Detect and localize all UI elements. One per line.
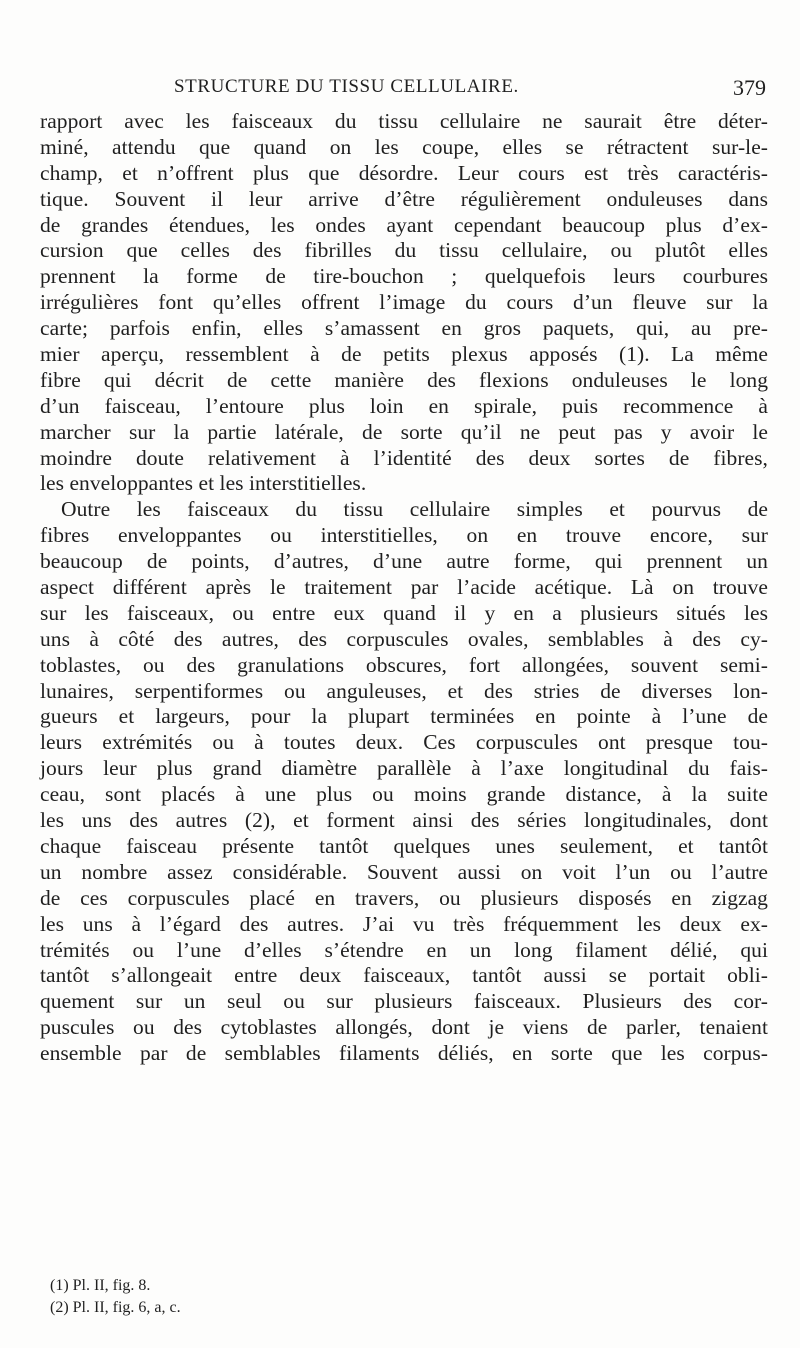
text-line: ceau, sont placés à une plus ou moins grande distance, à la suite — [40, 782, 768, 807]
text-line: leurs extrémités ou à toutes deux. Ces corpuscules ont presque tou- — [40, 730, 768, 755]
paragraph-2 — [40, 497, 768, 1067]
text-line: les enveloppantes et les interstitielles. — [40, 471, 367, 496]
text-line: Outre les faisceaux du tissu cellulaire simples et pourvus de — [61, 497, 768, 522]
text-line: fibre qui décrit de cette manière des flexions onduleuses le long — [40, 367, 768, 392]
text-line: mier aperçu, ressemblent à de petits plexus apposés (1). La même — [40, 342, 768, 367]
text-line: toblastes, ou des granulations obscures, fort allongées, souvent semi- — [40, 652, 768, 677]
text-line: aspect différent après le traitement par l’acide acétique. Là on trouve — [40, 575, 768, 600]
text-line: irrégulières font qu’elles offrent l’image du cours d’un fleuve sur la — [40, 290, 768, 315]
text-line: de grandes étendues, les ondes ayant cependant beaucoup plus d’ex- — [40, 212, 768, 237]
text-line: les uns à l’égard des autres. J’ai vu très fréquemment les deux ex- — [40, 911, 768, 936]
body-text — [40, 109, 768, 1067]
text-line: champ, et n’offrent plus que désordre. Leur cours est très caractéris- — [40, 160, 768, 185]
text-line: fibres enveloppantes ou interstitielles, on en trouve encore, sur — [40, 523, 768, 548]
text-line: tique. Souvent il leur arrive d’être régulièrement onduleuses dans — [40, 186, 768, 211]
text-line: trémités ou l’une d’elles s’étendre en un long filament délié, qui — [40, 937, 768, 962]
footnotes — [50, 1275, 350, 1319]
text-line: sur les faisceaux, ou entre eux quand il y en a plusieurs situés les — [40, 600, 768, 625]
text-line: tantôt s’allongeait entre deux faisceaux, tantôt aussi se portait obli- — [40, 963, 768, 988]
text-line: cursion que celles des fibrilles du tissu cellulaire, ou plutôt elles — [40, 238, 768, 263]
text-line: d’un faisceau, l’entoure plus loin en spirale, puis recommence à — [40, 393, 768, 418]
running-title: STRUCTURE DU TISSU CELLULAIRE. — [174, 76, 519, 97]
text-line: carte; parfois enfin, elles s’amassent en gros paquets, qui, au pre- — [40, 316, 768, 341]
text-line: puscules ou des cytoblastes allongés, dont je viens de parler, tenaient — [40, 1015, 768, 1040]
text-line: chaque faisceau présente tantôt quelques unes seulement, et tantôt — [40, 833, 768, 858]
text-line: moindre doute relativement à l’identité des deux sortes de fibres, — [40, 445, 768, 470]
text-line: marcher sur la partie latérale, de sorte qu’il ne peut pas y avoir le — [40, 419, 768, 444]
text-line: jours leur plus grand diamètre parallèle à l’axe longitudinal du fais- — [40, 756, 768, 781]
text-line: beaucoup de points, d’autres, d’une autre forme, qui prennent un — [40, 549, 768, 574]
text-line: uns à côté des autres, des corpuscules ovales, semblables à des cy- — [40, 626, 768, 651]
paragraph-1 — [40, 109, 768, 497]
running-header — [40, 76, 766, 102]
text-line: les uns des autres (2), et forment ainsi des séries longitudinales, dont — [40, 808, 768, 833]
text-line: quement sur un seul ou sur plusieurs faisceaux. Plusieurs des cor- — [40, 989, 768, 1014]
text-line: rapport avec les faisceaux du tissu cellulaire ne saurait être déter- — [40, 109, 768, 133]
text-line: prennent la forme de tire-bouchon ; quelquefois leurs courbures — [40, 264, 768, 289]
text-line: de ces corpuscules placé en travers, ou plusieurs disposés en zigzag — [40, 885, 768, 910]
footnote-2: (2) Pl. II, fig. 6, a, c. — [50, 1299, 181, 1316]
text-line: ensemble par de semblables filaments déliés, en sorte que les corpus- — [40, 1041, 768, 1066]
page-number: 379 — [733, 75, 766, 100]
text-line: un nombre assez considérable. Souvent aussi on voit l’un ou l’autre — [40, 859, 768, 884]
text-line: miné, attendu que quand on les coupe, elles se rétractent sur-le- — [40, 134, 768, 159]
footnote-1: (1) Pl. II, fig. 8. — [50, 1277, 151, 1294]
text-line: lunaires, serpentiformes ou anguleuses, et des stries de diverses lon- — [40, 678, 768, 703]
text-line: gueurs et largeurs, pour la plupart terminées en pointe à l’une de — [40, 704, 768, 729]
